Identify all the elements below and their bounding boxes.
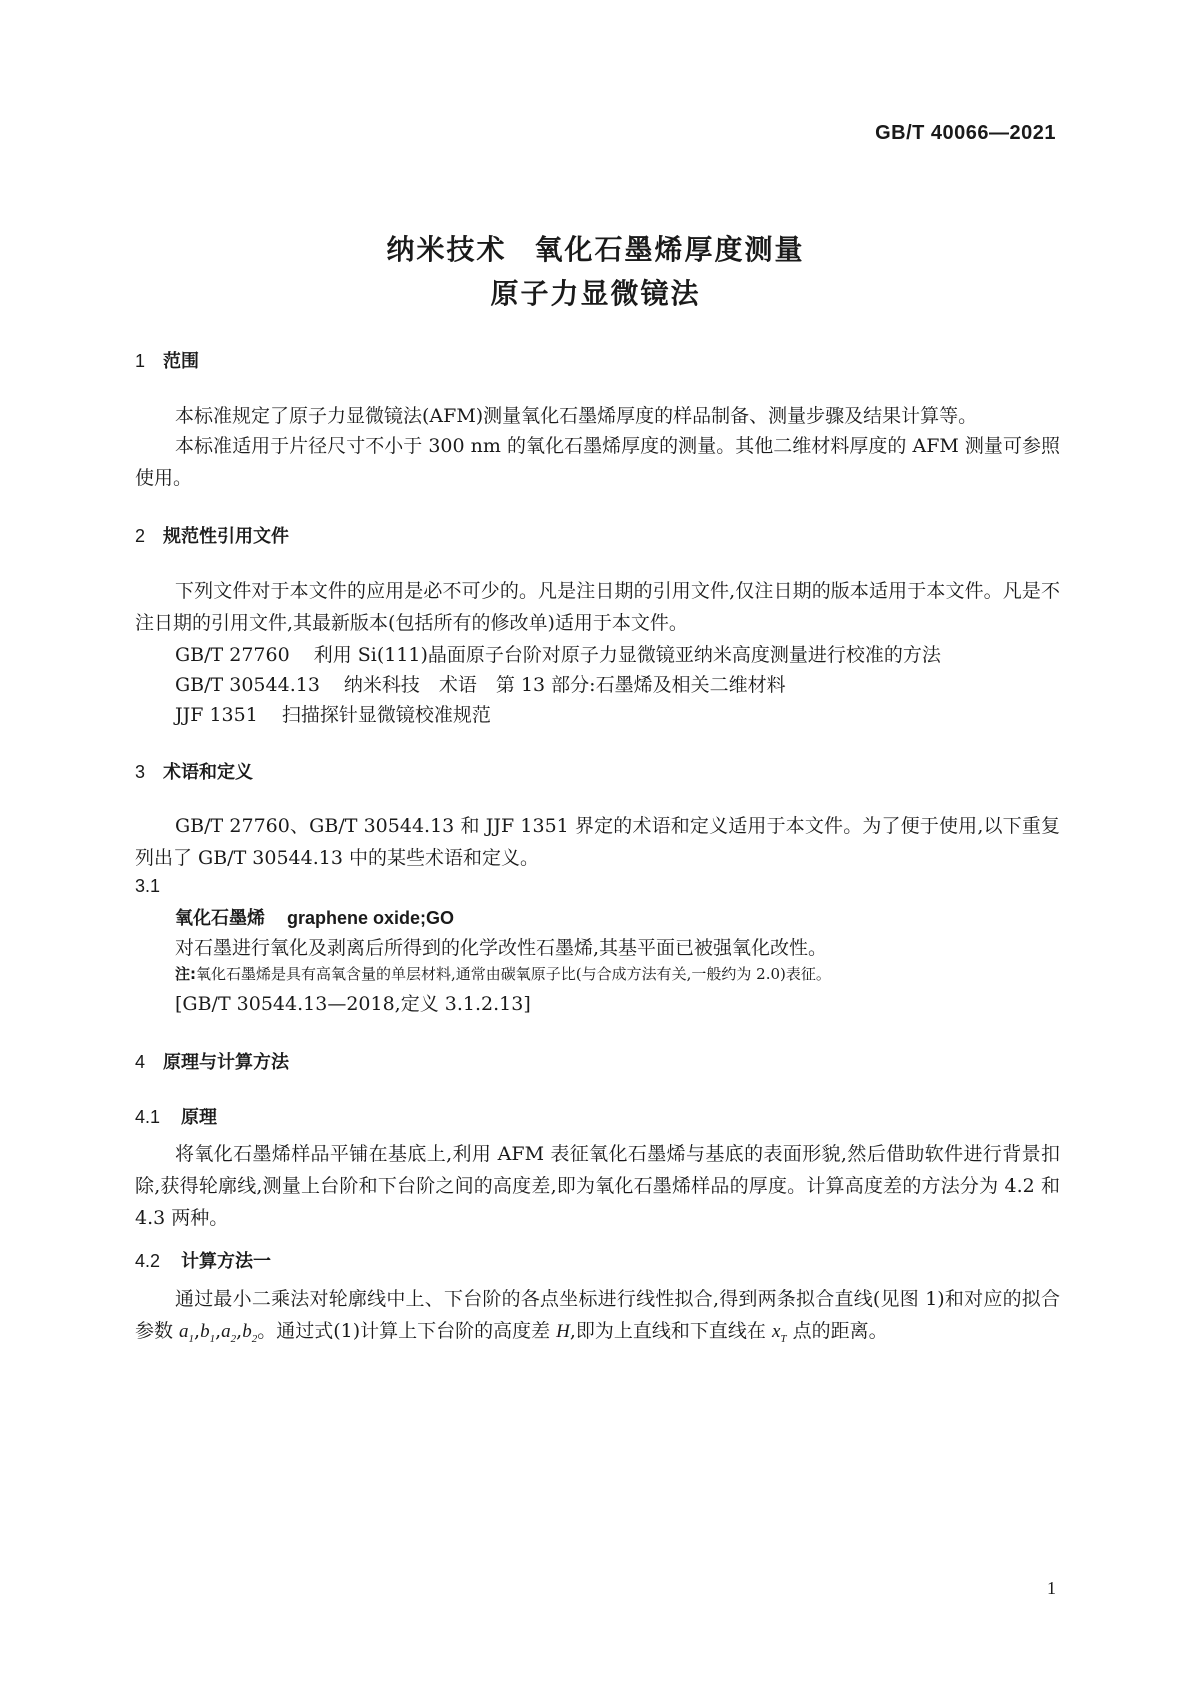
section-title: 规范性引用文件 — [163, 526, 289, 547]
section-3-paragraph-1: GB/T 27760、GB/T 30544.13 和 JJF 1351 界定的术语和定义适用于本文件。为了便于使用,以下重复列出了 GB/T 30544.13 中的某些术语和定义。 — [135, 815, 1060, 869]
section-1-heading — [135, 347, 199, 373]
var-letter: a — [179, 1321, 189, 1342]
section-number: 2 — [135, 526, 146, 546]
section-number: 4.2 — [135, 1251, 161, 1271]
document-title-line1 — [0, 228, 1191, 268]
separator: , — [215, 1320, 222, 1342]
text-run: 通过最小二乘法对轮廓线中上、下台阶的各点坐标进行线性拟合,得到两条拟合直线(见图 1)和对应的拟合参数 — [135, 1288, 1060, 1342]
variable-a1 — [179, 1321, 195, 1345]
section-1-paragraph-1: 本标准规定了原子力显微镜法(AFM)测量氧化石墨烯厚度的样品制备、测量步骤及结果计算等。 — [175, 405, 978, 427]
variable-H: H — [556, 1321, 570, 1342]
var-letter: b — [242, 1321, 252, 1342]
reference-title: 利用 Si(111)晶面原子台阶对原子力显微镜亚纳米高度测量进行校准的方法 — [313, 644, 941, 666]
variable-b2 — [242, 1321, 258, 1345]
section-2-heading — [135, 522, 289, 548]
subscript: T — [780, 1332, 787, 1345]
subscript: 1 — [188, 1332, 195, 1345]
section-number: 3 — [135, 762, 146, 782]
section-4-heading — [135, 1048, 289, 1074]
var-letter: x — [771, 1321, 781, 1342]
term-note — [175, 963, 831, 984]
page-number: 1 — [1047, 1578, 1056, 1598]
term-source: [GB/T 30544.13—2018,定义 3.1.2.13] — [175, 993, 531, 1015]
var-letter: b — [200, 1321, 210, 1342]
note-text: 氧化石墨烯是具有高氧含量的单层材料,通常由碳氧原子比(与合成方法有关,一般约为 2.0)表征。 — [196, 965, 831, 983]
term-entry — [175, 904, 454, 930]
section-title: 范围 — [163, 351, 199, 372]
section-4-2-paragraph — [135, 1283, 1060, 1355]
separator: , — [194, 1320, 201, 1342]
term-definition: 对石墨进行氧化及剥离后所得到的化学改性石墨烯,其基平面已被强氧化改性。 — [175, 937, 828, 959]
section-4-1-heading — [135, 1103, 217, 1129]
var-letter: a — [221, 1321, 231, 1342]
subscript: 1 — [209, 1332, 216, 1345]
section-number: 4.1 — [135, 1107, 161, 1127]
title-part-b: 氧化石墨烯厚度测量 — [534, 233, 805, 266]
section-number: 1 — [135, 351, 146, 371]
reference-title: 扫描探针显微镜校准规范 — [281, 704, 491, 726]
reference-item — [175, 640, 941, 667]
section-3-heading — [135, 758, 253, 784]
reference-code: JJF 1351 — [175, 704, 258, 726]
section-4-2-heading — [135, 1247, 271, 1273]
text-run: 点的距离。 — [786, 1320, 888, 1342]
reference-item — [175, 700, 491, 727]
subscript: 2 — [251, 1332, 258, 1345]
variable-a2 — [221, 1321, 237, 1345]
term-chinese: 氧化石墨烯 — [175, 908, 265, 929]
text-run: 。通过式(1)计算上下台阶的高度差 — [257, 1320, 557, 1342]
section-2-paragraph-1: 下列文件对于本文件的应用是必不可少的。凡是注日期的引用文件,仅注日期的版本适用于本文件。凡是不注日期的引用文件,其最新版本(包括所有的修改单)适用于本文件。 — [135, 580, 1060, 634]
title-part-a: 纳米技术 — [386, 233, 507, 266]
variable-xT — [771, 1321, 787, 1345]
section-number: 4 — [135, 1052, 146, 1072]
separator: , — [236, 1320, 243, 1342]
section-4-1-paragraph: 将氧化石墨烯样品平铺在基底上,利用 AFM 表征氧化石墨烯与基底的表面形貌,然后借助软件进行背景扣除,获得轮廓线,测量上台阶和下台阶之间的高度差,即为氧化石墨烯样品的厚度。计算高度差的方法分为 4.2 和 4.3 两种。 — [135, 1143, 1060, 1229]
standard-code: GB/T 40066—2021 — [875, 122, 1056, 144]
reference-code: GB/T 27760 — [175, 644, 290, 666]
section-title: 原理与计算方法 — [163, 1052, 289, 1073]
subscript: 2 — [230, 1332, 237, 1345]
section-title: 术语和定义 — [163, 762, 253, 783]
reference-code: GB/T 30544.13 — [175, 674, 320, 696]
section-title: 原理 — [181, 1107, 217, 1128]
reference-item — [175, 670, 786, 697]
section-title: 计算方法一 — [181, 1251, 271, 1272]
document-title-line2: 原子力显微镜法 — [490, 277, 701, 310]
term-number: 3.1 — [135, 876, 161, 896]
variable-b1 — [200, 1321, 216, 1345]
text-run: ,即为上直线和下直线在 — [569, 1320, 772, 1342]
term-english: graphene oxide;GO — [287, 908, 455, 928]
reference-title: 纳米科技 术语 第 13 部分:石墨烯及相关二维材料 — [343, 674, 786, 696]
note-label: 注: — [175, 965, 196, 983]
section-1-paragraph-2: 本标准适用于片径尺寸不小于 300 nm 的氧化石墨烯厚度的测量。其他二维材料厚度的 AFM 测量可参照使用。 — [135, 435, 1060, 489]
